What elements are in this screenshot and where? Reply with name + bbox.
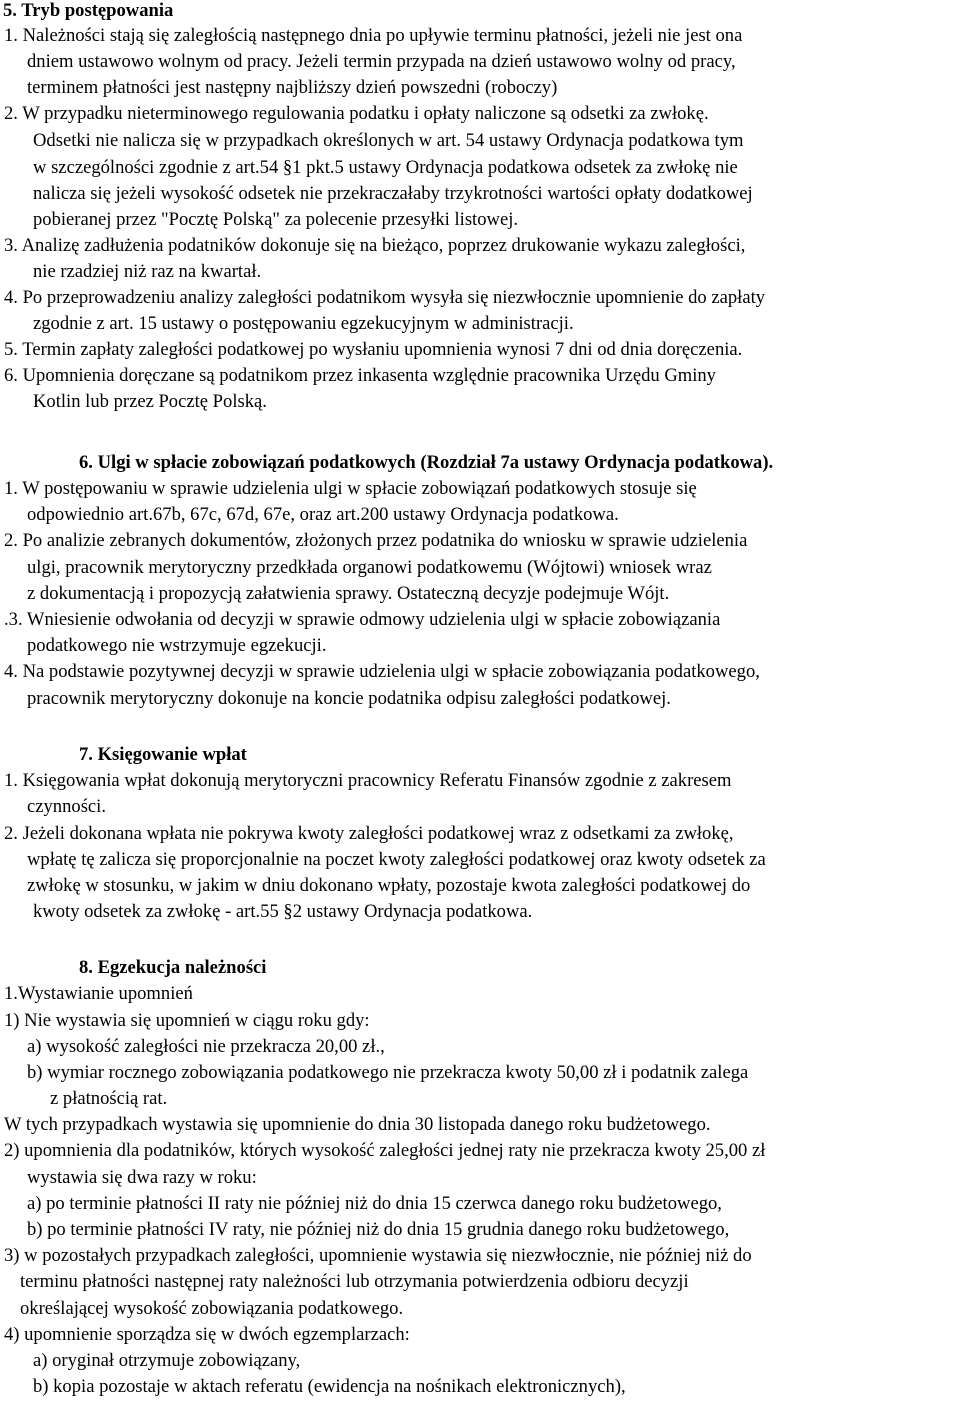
s5-line-3: terminem płatności jest następny najbliższy dzień powszedni (roboczy): [27, 77, 558, 98]
s6-line-9: pracownik merytoryczny dokonuje na koncie podatnika odpisu zaległości podatkowej.: [27, 688, 671, 709]
s5-line-8: pobieranej przez "Pocztę Polską" za polecenie przesyłki listowej.: [33, 209, 519, 230]
s8-line-14: 4) upomnienie sporządza się w dwóch egzemplarzach:: [4, 1324, 410, 1345]
s6-line-4: ulgi, pracownik merytoryczny przedkłada organowi podatkowemu (Wójtowi) wniosek wraz: [27, 557, 712, 578]
s8-line-12: terminu płatności następnej raty należności lub otrzymania potwierdzenia odbioru decyzji: [20, 1271, 689, 1292]
s8-line-4: b) wymiar rocznego zobowiązania podatkowego nie przekracza kwoty 50,00 zł i podatnik zalega: [27, 1062, 749, 1083]
s5-line-6: w szczególności zgodnie z art.54 §1 pkt.5 ustawy Ordynacja podatkowa odsetek za zwłokę nie: [33, 157, 738, 178]
s5-line-1: 1. Należności stają się zaległością następnego dnia po upływie terminu płatności, jeżeli nie jest ona: [4, 25, 743, 46]
s8-line-5: z płatnością rat.: [50, 1088, 168, 1109]
s8-line-16: b) kopia pozostaje w aktach referatu (ewidencja na nośnikach elektronicznych),: [33, 1376, 626, 1397]
s6-line-5: z dokumentacją i propozycją załatwienia sprawy. Ostateczną decyzje podejmuje Wójt.: [27, 583, 670, 604]
s5-line-15: Kotlin lub przez Pocztę Polską.: [33, 391, 267, 412]
s5-line-7: nalicza się jeżeli wysokość odsetek nie przekraczałaby trzykrotności wartości opłaty dodatkowej: [33, 183, 753, 204]
s8-line-1: 1.Wystawianie upomnień: [4, 983, 193, 1004]
s7-line-2: czynności.: [27, 796, 106, 817]
s8-line-13: określającej wysokość zobowiązania podatkowego.: [20, 1298, 404, 1319]
s5-line-11: 4. Po przeprowadzeniu analizy zaległości podatnikom wysyła się niezwłocznie upomnienie do zapłaty: [4, 287, 766, 308]
s7-line-5: zwłokę w stosunku, w jakim w dniu dokonano wpłaty, pozostaje kwota zaległości podatkowej do: [27, 875, 751, 896]
s7-line-4: wpłatę tę zalicza się proporcjonalnie na poczet kwoty zaległości podatkowej oraz kwoty odsetek za: [27, 849, 766, 870]
s6-line-8: 4. Na podstawie pozytywnej decyzji w sprawie udzielenia ulgi w spłacie zobowiązania podatkowego,: [4, 661, 760, 682]
s6-line-3: 2. Po analizie zebranych dokumentów, złożonych przez podatnika do wniosku w sprawie udzielenia: [4, 530, 748, 551]
s8-line-11: 3) w pozostałych przypadkach zaległości, upomnienie wystawia się niezwłocznie, nie później niż do: [4, 1245, 752, 1266]
s8-line-3: a) wysokość zaległości nie przekracza 20,00 zł.,: [27, 1036, 385, 1057]
s8-line-8: wystawia się dwa razy w roku:: [27, 1167, 257, 1188]
section-5-heading: 5. Tryb postępowania: [3, 0, 174, 21]
s8-line-15: a) oryginał otrzymuje zobowiązany,: [33, 1350, 301, 1371]
s6-line-7: podatkowego nie wstrzymuje egzekucji.: [27, 635, 327, 656]
s8-line-9: a) po terminie płatności II raty nie później niż do dnia 15 czerwca danego roku budżetowego,: [27, 1193, 722, 1214]
s5-line-13: 5. Termin zapłaty zaległości podatkowej po wysłaniu upomnienia wynosi 7 dni od dnia doręczenia.: [4, 339, 743, 360]
s5-line-2: dniem ustawowo wolnym od pracy. Jeżeli termin przypada na dzień ustawowo wolny od pracy,: [27, 51, 736, 72]
section-8-heading: 8. Egzekucja należności: [79, 957, 267, 978]
s5-line-12: zgodnie z art. 15 ustawy o postępowaniu egzekucyjnym w administracji.: [33, 313, 574, 334]
s6-line-2: odpowiednio art.67b, 67c, 67d, 67e, oraz art.200 ustawy Ordynacja podatkowa.: [27, 504, 619, 525]
section-7-heading: 7. Księgowanie wpłat: [79, 744, 247, 765]
s8-line-6: W tych przypadkach wystawia się upomnienie do dnia 30 listopada danego roku budżetowego.: [4, 1114, 711, 1135]
s5-line-4: 2. W przypadku nieterminowego regulowania podatku i opłaty naliczone są odsetki za zwłokę.: [4, 103, 709, 124]
s8-line-2: 1) Nie wystawia się upomnień w ciągu roku gdy:: [4, 1010, 370, 1031]
s5-line-5: Odsetki nie nalicza się w przypadkach określonych w art. 54 ustawy Ordynacja podatkowa tym: [33, 130, 744, 151]
s5-line-14: 6. Upomnienia doręczane są podatnikom przez inkasenta względnie pracownika Urzędu Gminy: [4, 365, 716, 386]
s8-line-10: b) po terminie płatności IV raty, nie później niż do dnia 15 grudnia danego roku budżetowego,: [27, 1219, 730, 1240]
s8-line-7: 2) upomnienia dla podatników, których wysokość zaległości jednej raty nie przekracza kwoty 25,00 zł: [4, 1140, 766, 1161]
s7-line-1: 1. Księgowania wpłat dokonują merytoryczni pracownicy Referatu Finansów zgodnie z zakresem: [4, 770, 732, 791]
s5-line-9: 3. Analizę zadłużenia podatników dokonuje się na bieżąco, poprzez drukowanie wykazu zaległości,: [4, 235, 746, 256]
s6-line-6: .3. Wniesienie odwołania od decyzji w sprawie odmowy udzielenia ulgi w spłacie zobowiązania: [4, 609, 721, 630]
s7-line-3: 2. Jeżeli dokonana wpłata nie pokrywa kwoty zaległości podatkowej wraz z odsetkami za zwłokę,: [4, 823, 734, 844]
s5-line-10: nie rzadziej niż raz na kwartał.: [33, 261, 262, 282]
s6-line-1: 1. W postępowaniu w sprawie udzielenia ulgi w spłacie zobowiązań podatkowych stosuje się: [4, 478, 697, 499]
section-6-heading: 6. Ulgi w spłacie zobowiązań podatkowych (Rozdział 7a ustawy Ordynacja podatkowa).: [79, 452, 774, 473]
s7-line-6: kwoty odsetek za zwłokę - art.55 §2 ustawy Ordynacja podatkowa.: [33, 901, 533, 922]
